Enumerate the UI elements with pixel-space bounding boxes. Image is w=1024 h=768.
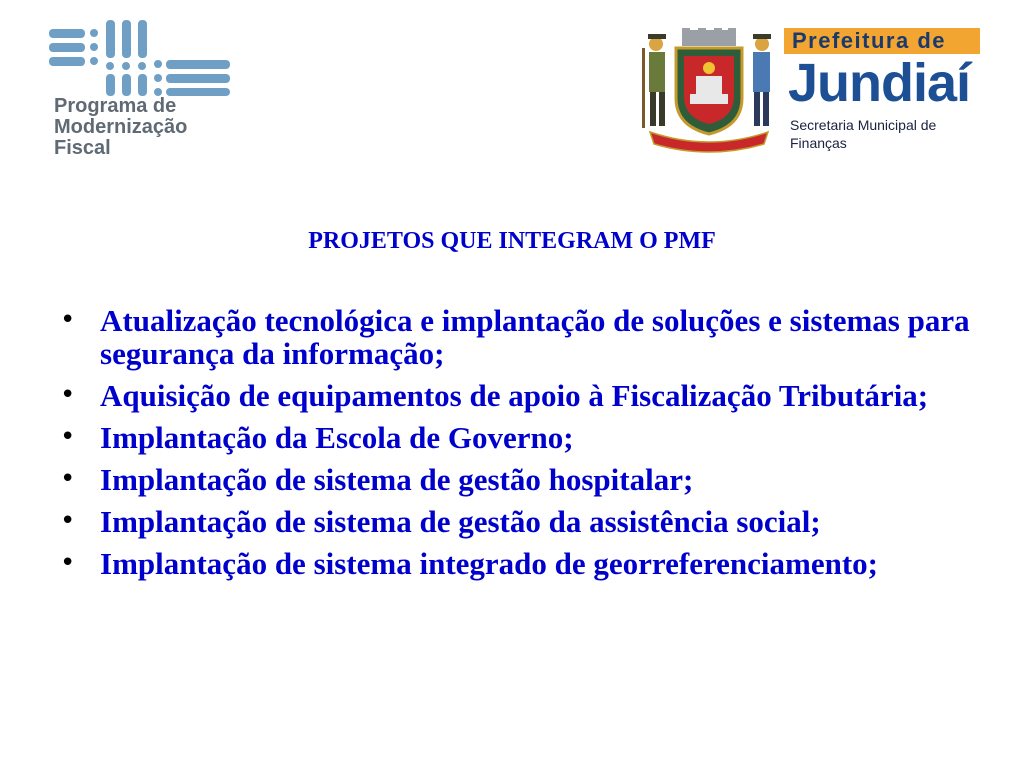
bullet-list xyxy=(60,304,990,589)
bullet-item xyxy=(60,505,990,538)
bullet-text: Implantação da Escola de Governo; xyxy=(100,420,574,455)
pmf-logo-line-1: Programa de xyxy=(54,95,177,117)
pmf-bars-dots-icon xyxy=(44,16,284,96)
secretaria-line-2: Finanças xyxy=(790,135,847,151)
bullet-dot-icon: • xyxy=(60,464,76,494)
bullet-text: Aquisição de equipamentos de apoio à Fiscalização Tributária; xyxy=(100,378,929,413)
city-name: Jundiaí xyxy=(788,53,971,113)
bullet-dot-icon: • xyxy=(60,380,76,410)
bullet-item xyxy=(60,379,990,412)
bullet-dot-icon: • xyxy=(60,305,76,335)
bullet-dot-icon: • xyxy=(60,422,76,452)
jundiai-coat-of-arms-icon xyxy=(640,28,780,156)
pmf-logo-line-3: Fiscal xyxy=(54,137,111,159)
prefeitura-label: Prefeitura de xyxy=(784,28,980,54)
pmf-logo xyxy=(44,16,284,186)
bullet-dot-icon: • xyxy=(60,506,76,536)
bullet-item xyxy=(60,304,990,370)
bullet-dot-icon: • xyxy=(60,548,76,578)
bullet-text: Implantação de sistema integrado de georreferenciamento; xyxy=(100,546,878,581)
bullet-item xyxy=(60,547,990,580)
bullet-item xyxy=(60,463,990,496)
secretaria-label xyxy=(790,116,936,152)
pmf-logo-line-2: Modernização xyxy=(54,116,188,138)
bullet-text: Atualização tecnológica e implantação de soluções e sistemas para segurança da informação; xyxy=(100,303,970,371)
bullet-item xyxy=(60,421,990,454)
slide-title: PROJETOS QUE INTEGRAM O PMF xyxy=(308,228,716,254)
bullet-text: Implantação de sistema de gestão hospitalar; xyxy=(100,462,694,497)
secretaria-line-1: Secretaria Municipal de xyxy=(790,117,937,133)
bullet-text: Implantação de sistema de gestão da assistência social; xyxy=(100,504,821,539)
jundiai-logo xyxy=(640,28,982,156)
